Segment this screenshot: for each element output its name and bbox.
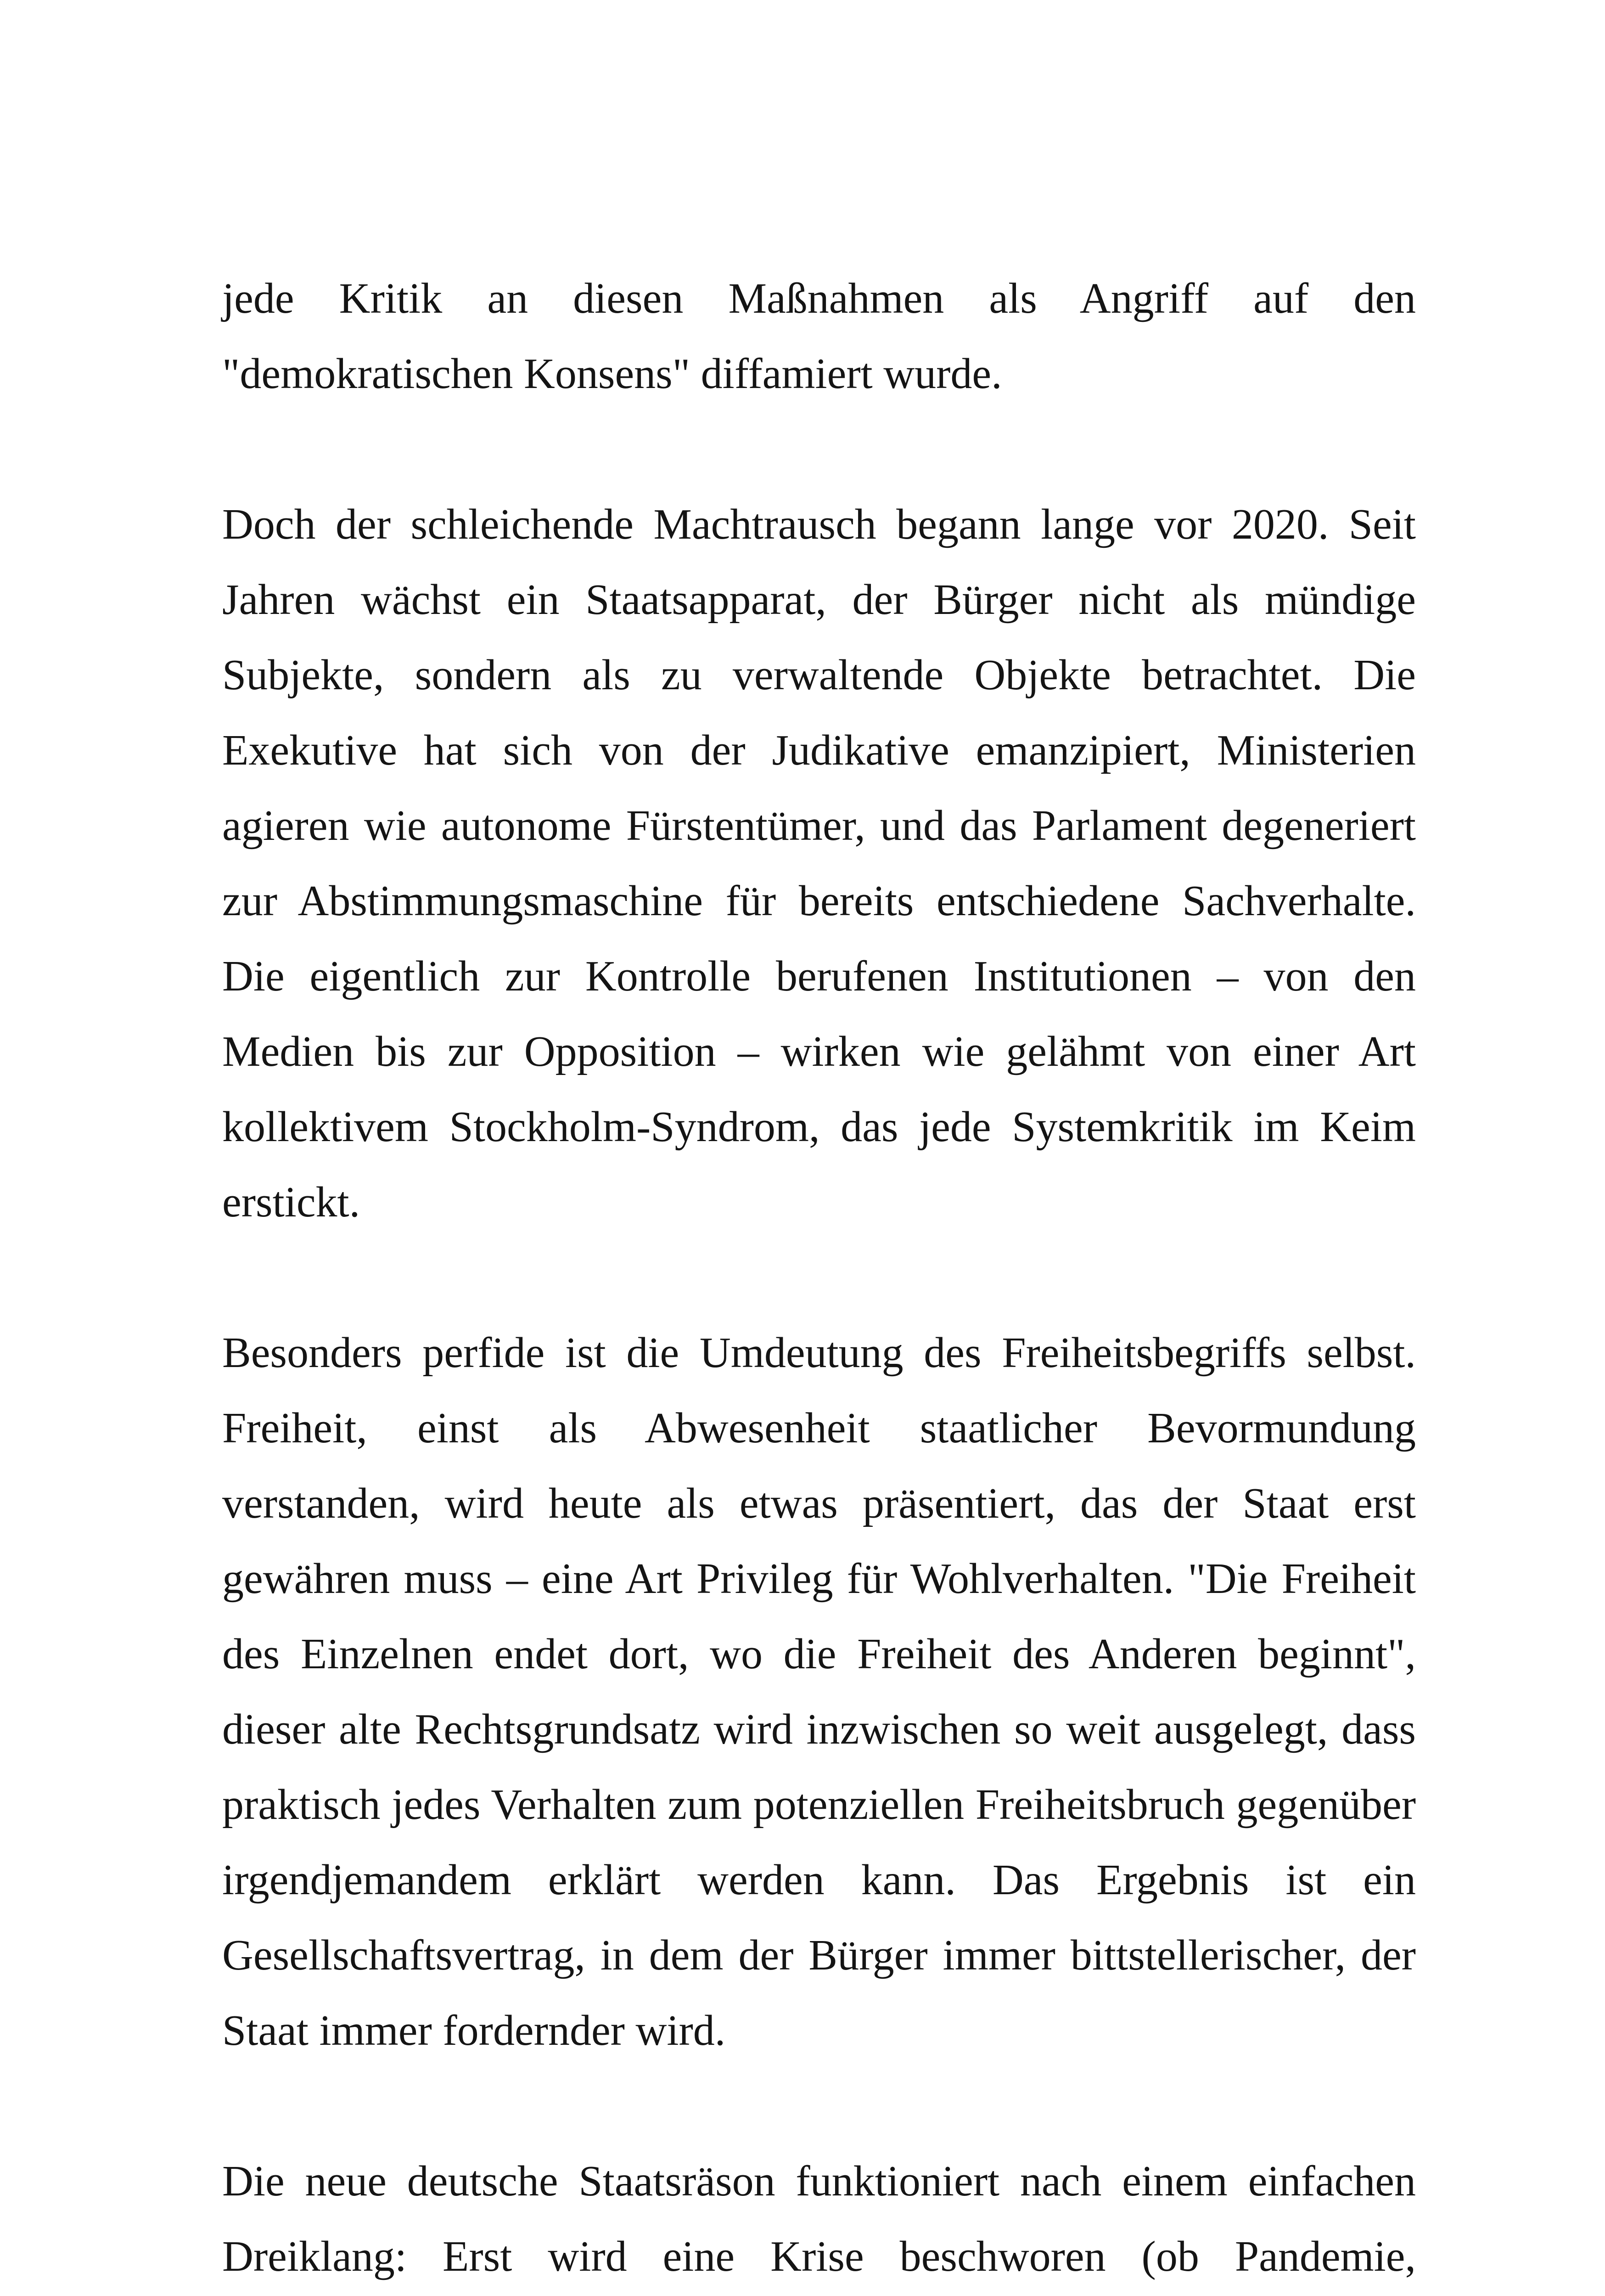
paragraph-4: Die neue deutsche Staatsräson funktioniert nach einem einfachen Dreiklang: Erst wird eine Krise beschworen (ob Pandemie,: [222, 2157, 1416, 2280]
paragraph-2: Doch der schleichende Machtrausch begann lange vor 2020. Seit Jahren wächst ein Staatsapparat, der Bürger nicht als mündige Subjekte, sondern als zu verwaltende Objekte betrachtet. Die Exekutive hat sich von der Judikative emanzipiert, Ministerien agieren wie autonome Fürstentümer, und das Parlament degeneriert zur Abstimmungsmaschine für bereits entschiedene Sachverhalte. Die eigentlich zur Kontrolle berufenen Institutionen – von den Medien bis zur Opposition – wirken wie gelähmt von einer Art kollektivem Stockholm-Syndrom, das jede Systemkritik im Keim erstickt.: [222, 501, 1416, 1226]
paragraph-3: Besonders perfide ist die Umdeutung des Freiheitsbegriffs selbst. Freiheit, einst als Abwesenheit staatlicher Bevormundung verstanden, wird heute als etwas präsentiert, das der Staat erst gewähren muss – eine Art Privileg für Wohlverhalten. "Die Freiheit des Einzelnen endet dort, wo die Freiheit des Anderen beginnt", dieser alte Rechtsgrundsatz wird inzwischen so weit ausgelegt, dass praktisch jedes Verhalten zum potenziellen Freiheitsbruch gegenüber irgendjemandem erklärt werden kann. Das Ergebnis ist ein Gesellschaftsvertrag, in dem der Bürger immer bittstellerischer, der Staat immer fordernder wird.: [222, 1329, 1416, 2054]
paragraph-1: jede Kritik an diesen Maßnahmen als Angriff auf den "demokratischen Konsens" diffamiert wurde.: [222, 275, 1416, 398]
body-text: [222, 261, 1416, 2296]
